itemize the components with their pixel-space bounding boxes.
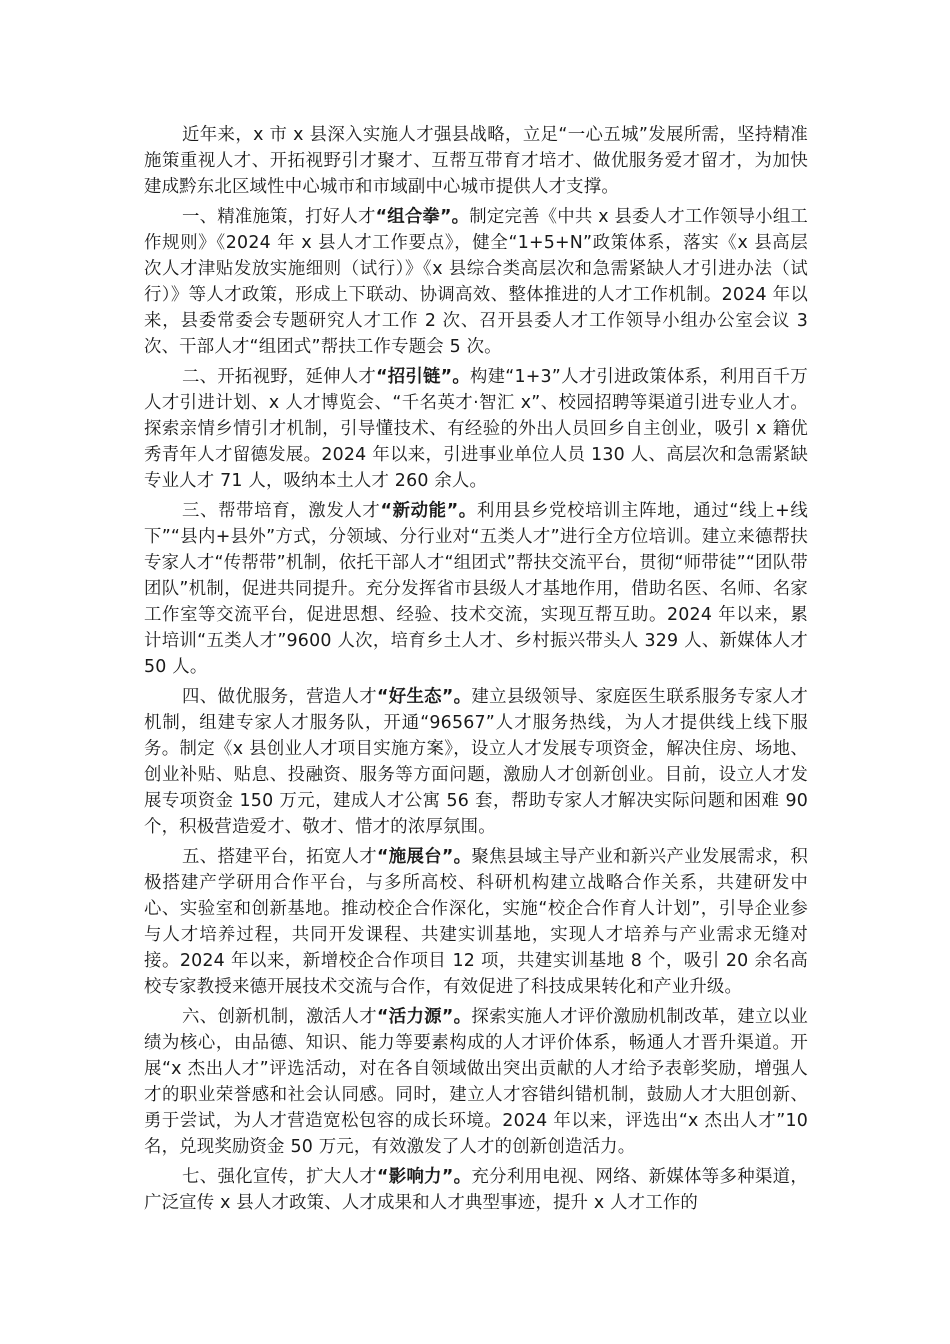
section-5-paragraph [144,844,808,1000]
section-heading: 五、搭建平台，拓宽人才 [182,847,377,867]
section-keyword: “活力源”。 [376,1007,472,1027]
section-4-paragraph [144,684,808,840]
section-heading: 六、创新机制，激活人才 [182,1007,377,1027]
intro-paragraph [144,122,808,200]
section-keyword: “招引链”。 [376,367,471,387]
section-keyword: “好生态”。 [376,687,472,707]
paragraph-body: 利用县乡党校培训主阵地，通过“线上+线下”“县内+县外”方式，分领域、分行业对“五类人才”进行全方位培训。建立来德帮扶专家人才“传帮带”机制，依托干部人才“组团式”帮扶交流平台，贯彻“师带徒”“团队带团队”机制，促进共同提升。充分发挥省市县级人才基地作用，借助名医、名师、名家工作室等交流平台，促进思想、经验、技术交流，实现互帮互助。2024 年以来，累计培训“五类人才”9600 人次，培育乡土人才、乡村振兴带头人 329 人、新媒体人才 50 人。 [144,501,808,677]
document-page [144,122,808,1220]
section-3-paragraph [144,498,808,680]
section-7-paragraph [144,1164,808,1216]
section-2-paragraph [144,364,808,494]
section-keyword: “组合拳”。 [375,207,470,227]
section-heading: 一、精准施策，打好人才 [182,207,376,227]
section-heading: 三、帮带培育，激发人才 [182,501,381,521]
paragraph-body: 近年来，x 市 x 县深入实施人才强县战略，立足“一心五城”发展所需，坚持精准施策重视人才、开拓视野引才聚才、互帮互带育才培才、做优服务爱才留才，为加快建成黔东北区域性中心城市和市域副中心城市提供人才支撑。 [144,125,808,197]
paragraph-body: 建立县级领导、家庭医生联系服务专家人才机制，组建专家人才服务队，开通“96567”人才服务热线，为人才提供线上线下服务。制定《x 县创业人才项目实施方案》，设立人才发展专项资金，解决住房、场地、创业补贴、贴息、投融资、服务等方面问题，激励人才创新创业。目前，设立人才发展专项资金 150 万元，建成人才公寓 56 套，帮助专家人才解决实际问题和困难 90 个，积极营造爱才、敬才、惜才的浓厚氛围。 [144,687,809,837]
section-6-paragraph [144,1004,808,1160]
paragraph-body: 充分利用电视、网络、新媒体等多种渠道，广泛宣传 x 县人才政策、人才成果和人才典型事迹，提升 x 人才工作的 [144,1167,809,1213]
paragraph-body: 制定完善《中共 x 县委人才工作领导小组工作规则》《2024 年 x 县人才工作要点》，健全“1+5+N”政策体系，落实《x 县高层次人才津贴发放实施细则（试行）》《x 县综合类高层次和急需紧缺人才引进办法（试行）》等人才政策，形成上下联动、协调高效、整体推进的人才工作机制。2024 年以来，县委常委会专题研究人才工作 2 次、召开县委人才工作领导小组办公室会议 3 次、干部人才“组团式”帮扶工作专题会 5 次。 [144,207,808,357]
section-heading: 二、开拓视野，延伸人才 [182,367,377,387]
section-keyword: “影响力”。 [376,1167,472,1187]
paragraph-body: 聚焦县域主导产业和新兴产业发展需求，积极搭建产学研用合作平台，与多所高校、科研机构建立战略合作关系，共建研发中心、实验室和创新基地。推动校企合作深化，实施“校企合作育人计划”，引导企业参与人才培养过程，共同开发课程、共建实训基地，实现人才培养与产业需求无缝对接。2024 年以来，新增校企合作项目 12 项，共建实训基地 8 个，吸引 20 余名高校专家教授来德开展技术交流与合作，有效促进了科技成果转化和产业升级。 [144,847,809,997]
section-keyword: “施展台”。 [376,847,472,867]
section-keyword: “新动能”。 [380,501,477,521]
section-heading: 七、强化宣传，扩大人才 [182,1167,377,1187]
section-1-paragraph [144,204,808,360]
paragraph-body: 探索实施人才评价激励机制改革，建立以业绩为核心，由品德、知识、能力等要素构成的人才评价体系，畅通人才晋升渠道。开展“x 杰出人才”评选活动，对在各自领域做出突出贡献的人才给予表彰奖励，增强人才的职业荣誉感和社会认同感。同时，建立人才容错纠错机制，鼓励人才大胆创新、勇于尝试，为人才营造宽松包容的成长环境。2024 年以来，评选出“x 杰出人才”10 名，兑现奖励资金 50 万元，有效激发了人才的创新创造活力。 [144,1007,809,1157]
paragraph-body: 构建“1+3”人才引进政策体系，利用百千万人才引进计划、x 人才博览会、“千名英才·智汇 x”、校园招聘等渠道引进专业人才。探索亲情乡情引才机制，引导懂技术、有经验的外出人员回乡自主创业，吸引 x 籍优秀青年人才留德发展。2024 年以来，引进事业单位人员 130 人、高层次和急需紧缺专业人才 71 人，吸纳本土人才 260 余人。 [144,367,809,491]
section-heading: 四、做优服务，营造人才 [182,687,377,707]
